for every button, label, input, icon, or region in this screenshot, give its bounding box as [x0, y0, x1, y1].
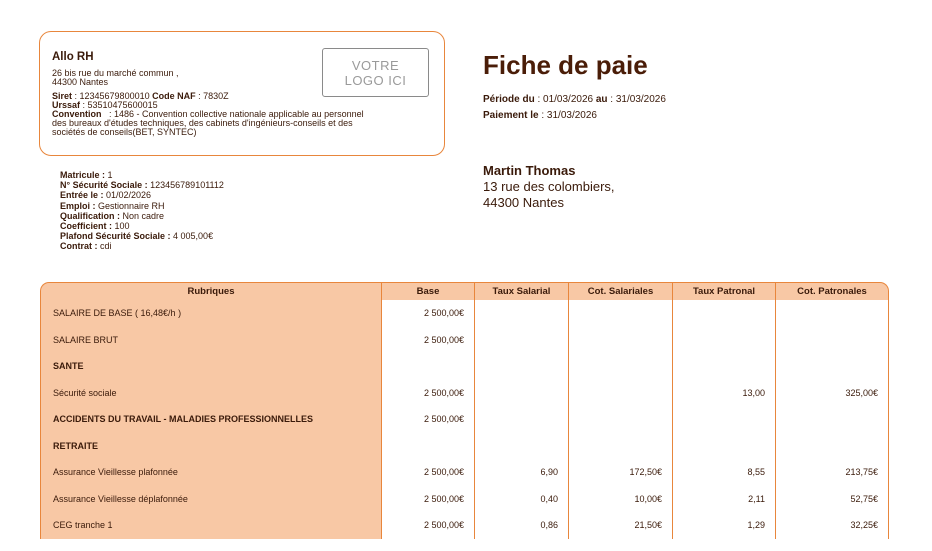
cell-cot-salariales: 10,00€ [568, 486, 672, 513]
table-section-row [40, 353, 889, 380]
cell-base: 2 500,00€ [381, 300, 474, 327]
detail-value: 100 [112, 221, 130, 232]
cell-cot-salariales: 21,50€ [568, 512, 672, 539]
detail-item [60, 170, 224, 180]
naf-label: Code NAF [152, 91, 196, 101]
detail-value: cdi [97, 241, 112, 252]
logo-placeholder [322, 48, 429, 97]
cell-rubrique: Assurance Vieillesse déplafonnée [40, 486, 381, 513]
employee-address-line2: 44300 Nantes [483, 195, 564, 210]
detail-value: 4 005,00€ [170, 231, 214, 242]
cell-taux-patronal: 13,00 [672, 380, 775, 407]
cell-taux-patronal [672, 353, 775, 380]
cell-rubrique: Sécurité sociale [40, 380, 381, 407]
cell-cot-salariales [568, 353, 672, 380]
cell-cot-salariales [568, 380, 672, 407]
detail-value: Non cadre [120, 210, 165, 221]
siret-value: : 12345679800010 [72, 91, 153, 101]
cell-cot-patronales [775, 433, 889, 460]
period-from: : 01/03/2026 [534, 94, 596, 105]
cell-taux-salarial [474, 406, 568, 433]
detail-label: Coefficient : [60, 221, 113, 232]
cell-taux-patronal: 1,29 [672, 512, 775, 539]
payment-value: : 31/03/2026 [538, 110, 597, 121]
cell-base: 2 500,00€ [381, 406, 474, 433]
company-name: Allo RH [52, 51, 94, 63]
cell-base [381, 353, 474, 380]
company-address-line2: 44300 Nantes [52, 77, 109, 87]
col-header-cot-salariales: Cot. Salariales [568, 282, 672, 300]
cell-taux-salarial [474, 353, 568, 380]
detail-value: 01/02/2026 [103, 190, 152, 201]
cell-base: 2 500,00€ [381, 327, 474, 354]
cell-cot-patronales: 52,75€ [775, 486, 889, 513]
cell-cot-patronales: 32,25€ [775, 512, 889, 539]
urssaf-label: Urssaf [52, 100, 81, 110]
cell-taux-patronal [672, 406, 775, 433]
cell-cot-salariales [568, 327, 672, 354]
cell-taux-salarial [474, 300, 568, 327]
cell-cot-salariales: 172,50€ [568, 459, 672, 486]
cell-cot-patronales [775, 300, 889, 327]
period-to: : 31/03/2026 [607, 94, 666, 105]
table-row [40, 300, 889, 327]
company-address-line1: 26 bis rue du marché commun , [52, 68, 179, 78]
cell-taux-patronal [672, 327, 775, 354]
cell-base [381, 433, 474, 460]
col-header-taux-salarial: Taux Salarial [474, 282, 568, 300]
urssaf-value: : 53510475600015 [80, 100, 158, 110]
cell-cot-patronales: 213,75€ [775, 459, 889, 486]
table-row [40, 380, 889, 407]
detail-label: Plafond Sécurité Sociale : [60, 231, 171, 242]
cell-taux-patronal: 2,11 [672, 486, 775, 513]
cell-taux-patronal [672, 433, 775, 460]
col-header-base: Base [381, 282, 474, 300]
employee-info [483, 163, 615, 211]
detail-label: Emploi : [60, 200, 96, 211]
detail-value: 1 [105, 170, 113, 180]
detail-label: Qualification : [60, 210, 121, 221]
cell-base: 2 500,00€ [381, 512, 474, 539]
employee-details [60, 170, 224, 252]
convention-line2: des bureaux d'études techniques, des cabinets d'ingénieurs-conseils et des [52, 118, 353, 128]
payslip-table [40, 282, 889, 539]
table-header-row [40, 282, 889, 300]
cell-cot-patronales [775, 327, 889, 354]
cell-cot-salariales [568, 406, 672, 433]
cell-rubrique: SALAIRE BRUT [40, 327, 381, 354]
cell-cot-patronales [775, 406, 889, 433]
cell-rubrique: CEG tranche 1 [40, 512, 381, 539]
detail-item [60, 190, 224, 200]
cell-taux-salarial [474, 433, 568, 460]
employee-name: Martin Thomas [483, 163, 576, 178]
cell-taux-salarial: 6,90 [474, 459, 568, 486]
detail-item [60, 180, 224, 190]
naf-value: : 7830Z [195, 91, 229, 101]
cell-taux-patronal [672, 300, 775, 327]
col-header-taux-patronal: Taux Patronal [672, 282, 775, 300]
period-label: Période du [483, 94, 535, 105]
col-header-rubriques: Rubriques [40, 282, 381, 300]
payslip-table-wrap [40, 282, 889, 539]
cell-base: 2 500,00€ [381, 380, 474, 407]
detail-value: Gestionnaire RH [95, 200, 165, 211]
detail-label: Entrée le : [60, 190, 104, 201]
cell-base: 2 500,00€ [381, 486, 474, 513]
cell-cot-salariales [568, 433, 672, 460]
detail-label: Contrat : [60, 241, 98, 252]
detail-item [60, 241, 224, 251]
convention-line1: : 1486 - Convention collective nationale applicable au personnel [101, 109, 364, 119]
cell-base: 2 500,00€ [381, 459, 474, 486]
detail-item [60, 211, 224, 221]
detail-value: 123456789101112 [147, 180, 224, 191]
table-row [40, 486, 889, 513]
cell-taux-salarial [474, 327, 568, 354]
employee-address-line1: 13 rue des colombiers, [483, 179, 615, 194]
convention-label: Convention [52, 109, 102, 119]
cell-cot-patronales: 325,00€ [775, 380, 889, 407]
cell-rubrique: SANTE [40, 353, 381, 380]
cell-cot-salariales [568, 300, 672, 327]
table-row [40, 512, 889, 539]
table-section-row [40, 406, 889, 433]
detail-item [60, 221, 224, 231]
col-header-cot-patronales: Cot. Patronales [775, 282, 889, 300]
cell-rubrique: SALAIRE DE BASE ( 16,48€/h ) [40, 300, 381, 327]
cell-taux-salarial: 0,86 [474, 512, 568, 539]
table-row [40, 327, 889, 354]
company-registration [52, 92, 432, 137]
logo-line2: LOGO ICI [344, 72, 407, 88]
detail-label: Matricule : [60, 170, 106, 180]
period-info [483, 92, 666, 124]
table-row [40, 459, 889, 486]
period-to-label: au [595, 94, 608, 105]
cell-taux-salarial [474, 380, 568, 407]
table-section-row [40, 433, 889, 460]
page-title: Fiche de paie [483, 50, 648, 80]
detail-item [60, 201, 224, 211]
cell-rubrique: Assurance Vieillesse plafonnée [40, 459, 381, 486]
payment-label: Paiement le [483, 110, 539, 121]
cell-cot-patronales [775, 353, 889, 380]
cell-taux-patronal: 8,55 [672, 459, 775, 486]
cell-taux-salarial: 0,40 [474, 486, 568, 513]
company-info-box [39, 31, 445, 156]
detail-label: N° Sécurité Sociale : [60, 180, 148, 191]
cell-rubrique: RETRAITE [40, 433, 381, 460]
cell-rubrique: ACCIDENTS DU TRAVAIL - MALADIES PROFESSIONNELLES [40, 406, 381, 433]
logo-line1: VOTRE [351, 57, 400, 73]
convention-line3: sociétés de conseils(BET, SYNTEC) [52, 127, 197, 137]
siret-label: Siret [52, 91, 73, 101]
detail-item [60, 231, 224, 241]
